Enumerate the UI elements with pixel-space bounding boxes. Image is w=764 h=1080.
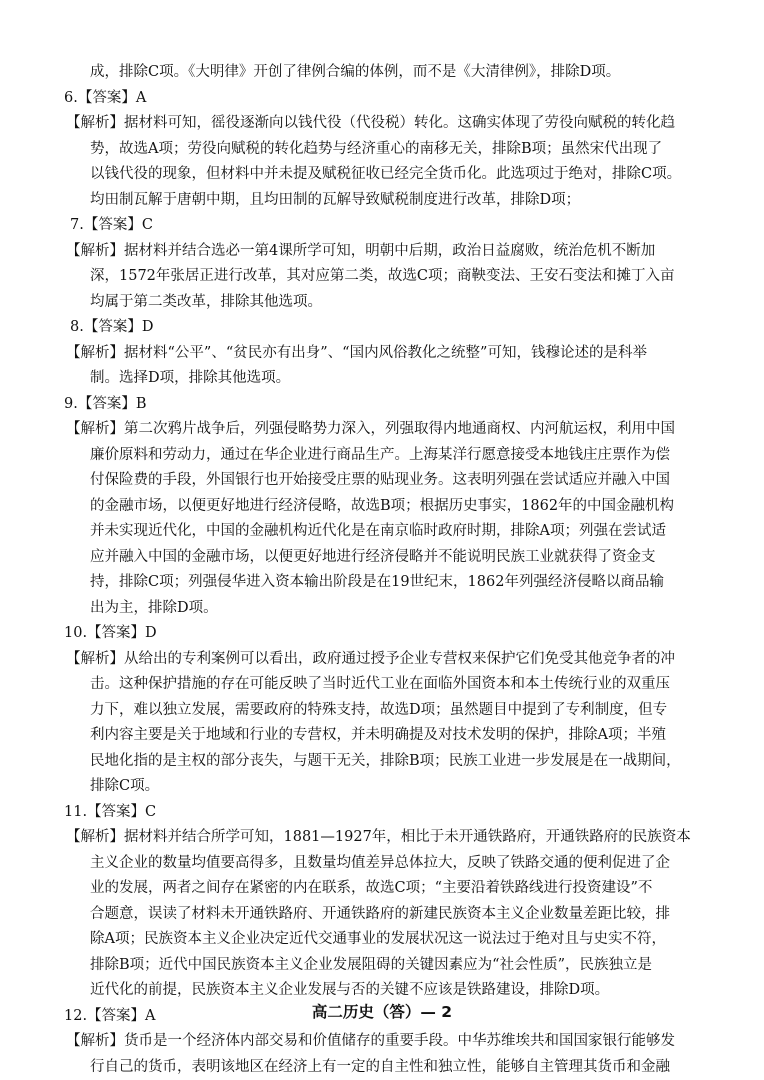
text-line: 除A项；民族资本主义企业决定近代交通事业的发展状况这一说法过于绝对且与史实不符， — [58, 927, 718, 953]
explanation-line: 【解析】据材料并结合所学可知，1881—1927年，相比于未开通铁路府，开通铁路府的民族资本 — [58, 825, 718, 851]
text-line: 廉价原料和劳动力，通过在华企业进行商品生产。上海某洋行愿意接受本地钱庄庄票作为偿 — [58, 443, 718, 469]
text-line: 均田制瓦解于唐朝中期，且均田制的瓦解导致赋税制度进行改革，排除D项； — [58, 188, 718, 214]
text-line: 制。选择D项，排除其他选项。 — [58, 366, 718, 392]
answer-line: 9.【答案】B — [58, 392, 718, 418]
explanation-line: 【解析】据材料并结合选必一第4课所学可知，明朝中后期，政治日益腐败，统治危机不断加 — [58, 239, 718, 265]
explanation-line: 【解析】据材料可知，徭役逐渐向以钱代役（代役税）转化。这确实体现了劳役向赋税的转化趋 — [58, 111, 718, 137]
text-line: 民地化指的是主权的部分丧失，与题干无关，排除B项；民族工业进一步发展是在一战期间， — [58, 749, 718, 775]
explanation-line: 【解析】从给出的专利案例可以看出，政府通过授予企业专营权来保护它们免受其他竞争者的冲 — [58, 647, 718, 673]
answer-explanation-text — [58, 60, 718, 1080]
text-line: 近代化的前提，民族资本主义企业发展与否的关键不应该是铁路建设，排除D项。 — [58, 978, 718, 1004]
page-footer: 高二历史（答）— 2 — [0, 1000, 764, 1022]
text-line: 成，排除C项。《大明律》开创了律例合编的体例，而不是《大清律例》，排除D项。 — [58, 60, 718, 86]
explanation-line: 【解析】第二次鸦片战争后，列强侵略势力深入，列强取得内地通商权、内河航运权，利用中国 — [58, 417, 718, 443]
text-line: 均属于第二类改革，排除其他选项。 — [58, 290, 718, 316]
text-line: 排除B项；近代中国民族资本主义企业发展阻碍的关键因素应为“社会性质”，民族独立是 — [58, 953, 718, 979]
text-line: 业的发展，两者之间存在紧密的内在联系，故选C项；“主要沿着铁路线进行投资建设”不 — [58, 876, 718, 902]
text-line: 合题意，误读了材料未开通铁路府、开通铁路府的新建民族资本主义企业数量差距比较，排 — [58, 902, 718, 928]
text-line: 利内容主要是关于地域和行业的专营权，并未明确提及对技术发明的保护，排除A项；半殖 — [58, 723, 718, 749]
text-line: 持，排除C项；列强侵华进入资本输出阶段是在19世纪末，1862年列强经济侵略以商品输 — [58, 570, 718, 596]
answer-line: 6.【答案】A — [58, 86, 718, 112]
explanation-line: 【解析】货币是一个经济体内部交易和价值储存的重要手段。中华苏维埃共和国国家银行能够发 — [58, 1029, 718, 1055]
answer-line: 12.【答案】A — [58, 1004, 718, 1030]
text-line: 主义企业的数量均值要高得多，且数量均值差异总体拉大，反映了铁路交通的便利促进了企 — [58, 851, 718, 877]
explanation-line: 【解析】据材料“公平”、“贫民亦有出身”、“国内风俗教化之统整”可知，钱穆论述的是科举 — [58, 341, 718, 367]
text-line: 以钱代役的现象，但材料中并未提及赋税征收已经完全货币化。此选项过于绝对，排除C项。 — [58, 162, 718, 188]
text-line: 击。这种保护措施的存在可能反映了当时近代工业在面临外国资本和本土传统行业的双重压 — [58, 672, 718, 698]
text-line: 排除C项。 — [58, 774, 718, 800]
text-line: 力下，难以独立发展，需要政府的特殊支持，故选D项；虽然题目中提到了专利制度，但专 — [58, 698, 718, 724]
text-line: 势，故选A项；劳役向赋税的转化趋势与经济重心的南移无关，排除B项；虽然宋代出现了 — [58, 137, 718, 163]
text-line: 的金融市场，以便更好地进行经济侵略，故选B项；根据历史事实，1862年的中国金融机构 — [58, 494, 718, 520]
answer-line: 11.【答案】C — [58, 800, 718, 826]
text-line: 并未实现近代化，中国的金融机构近代化是在南京临时政府时期，排除A项；列强在尝试适 — [58, 519, 718, 545]
text-line: 应并融入中国的金融市场，以便更好地进行经济侵略并不能说明民族工业就获得了资金支 — [58, 545, 718, 571]
answer-line: 10.【答案】D — [58, 621, 718, 647]
text-line: 出为主，排除D项。 — [58, 596, 718, 622]
answer-line: 7.【答案】C — [58, 213, 718, 239]
text-line: 行自己的货币，表明该地区在经济上有一定的自主性和独立性，能够自主管理其货币和金融 — [58, 1055, 718, 1080]
answer-line: 8.【答案】D — [58, 315, 718, 341]
text-line: 付保险费的手段，外国银行也开始接受庄票的贴现业务。这表明列强在尝试适应并融入中国 — [58, 468, 718, 494]
text-line: 深，1572年张居正进行改革，其对应第二类，故选C项；商鞅变法、王安石变法和摊丁入亩 — [58, 264, 718, 290]
